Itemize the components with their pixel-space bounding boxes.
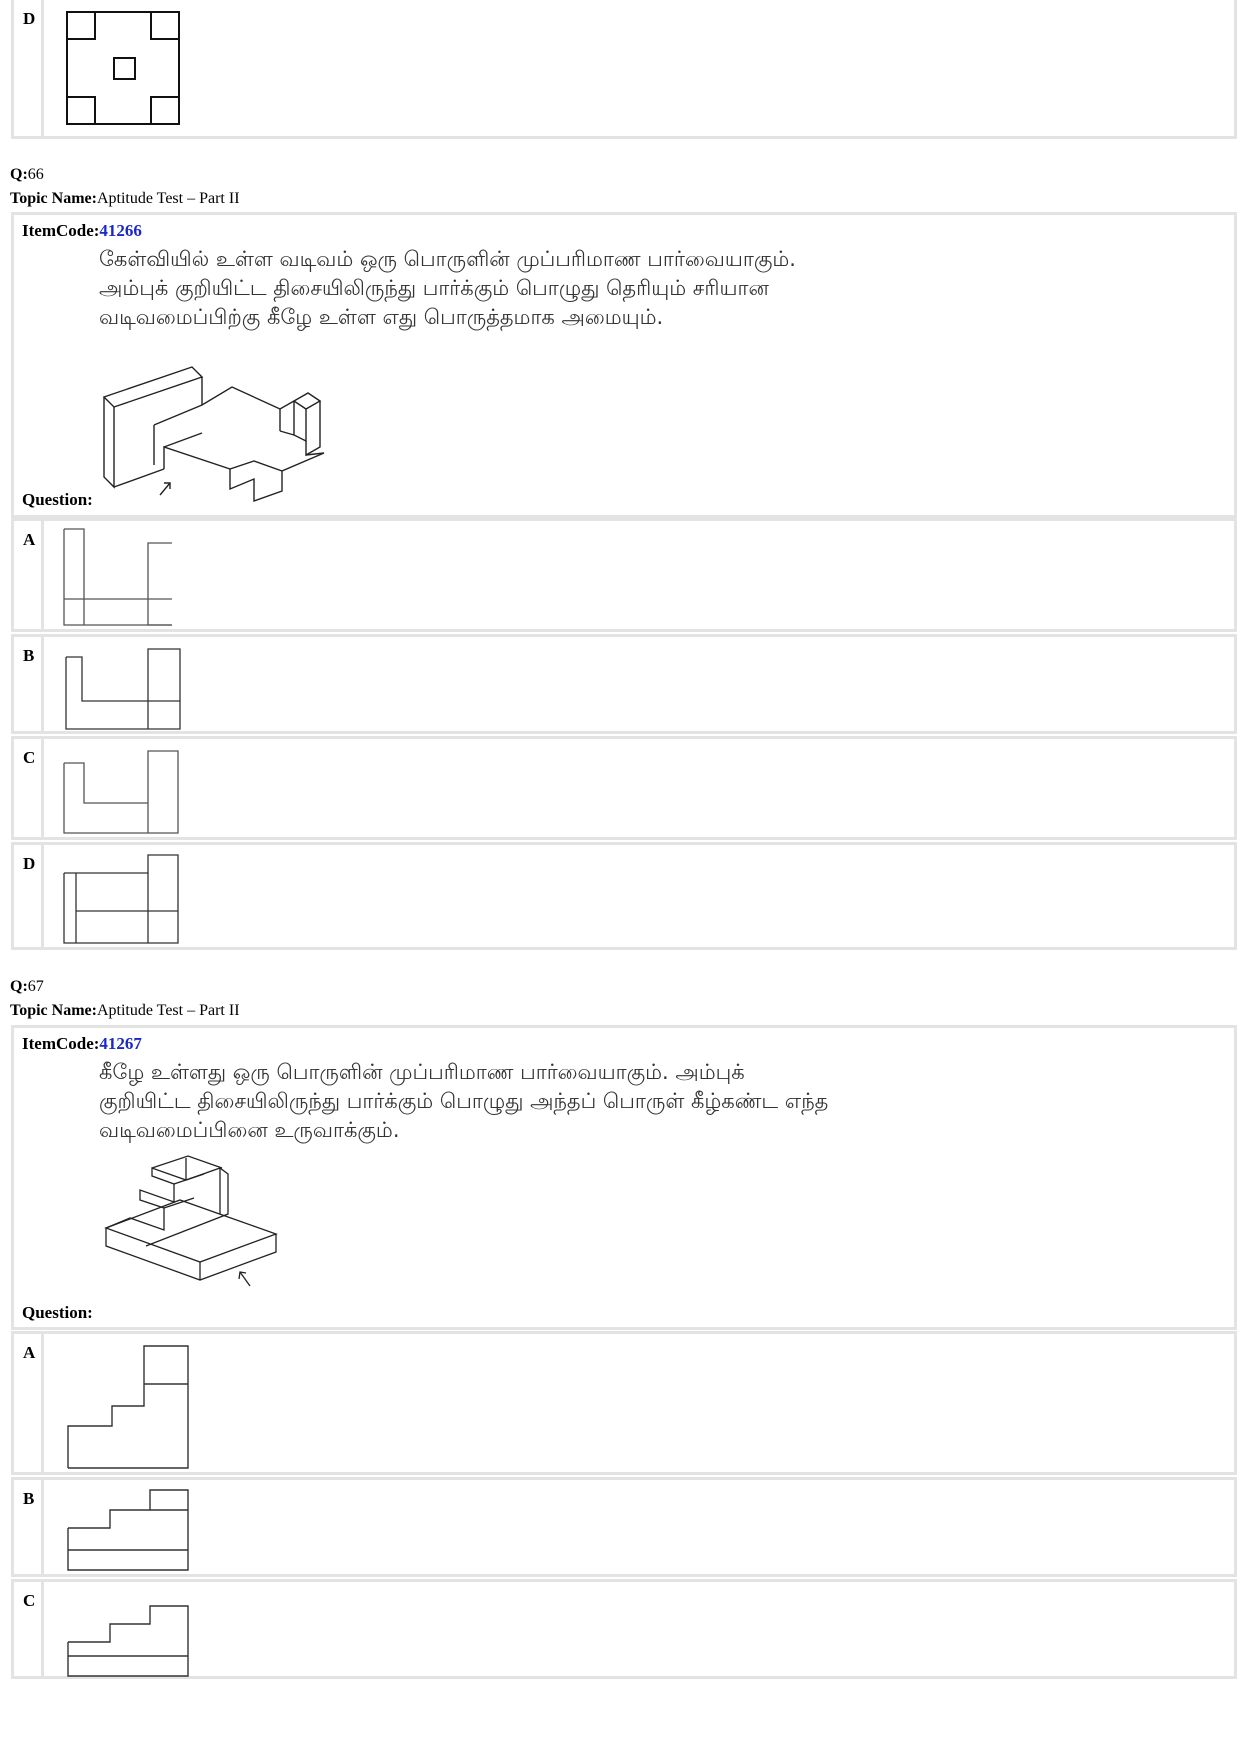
option-figure	[54, 1484, 194, 1576]
question-text: கேள்வியில் உள்ள வடிவம் ஒரு பொருளின் முப்பரிமாண பார்வையாகும். அம்புக் குறியிட்ட திசையிலிருந்து பார்க்கும் பொழுது தெரியும் சரியான வடிவமைப்பிற்கு கீழே உள்ள எது பொருத்தமாக அமையும்.	[99, 247, 796, 329]
option-a[interactable]	[11, 1331, 1237, 1475]
option-figure	[52, 643, 182, 735]
option-figure	[54, 1586, 194, 1678]
option-letter: C	[14, 739, 44, 837]
option-letter: C	[14, 1582, 44, 1676]
option-figure	[54, 1340, 194, 1472]
option-c[interactable]	[11, 736, 1237, 840]
option-b[interactable]	[11, 634, 1237, 734]
option-letter: D	[14, 845, 44, 947]
option-figure	[52, 527, 172, 627]
question-text: கீழே உள்ளது ஒரு பொருளின் முப்பரிமாண பார்வையாகும். அம்புக் குறியிட்ட திசையிலிருந்து பார்க்கும் பொழுது அந்தப் பொருள் கீழ்கண்ட எந்த வடிவமைப்பினை உருவாக்கும்.	[99, 1060, 829, 1142]
isometric-figure	[94, 365, 354, 515]
option-letter: B	[14, 1480, 44, 1574]
topic-name: Topic Name:Aptitude Test – Part II	[10, 190, 240, 207]
isometric-figure	[96, 1146, 316, 1326]
topic-name: Topic Name:Aptitude Test – Part II	[10, 1002, 240, 1019]
question-number: Q:66	[10, 166, 44, 183]
item-code: ItemCode:41267	[22, 1034, 142, 1053]
option-a[interactable]	[11, 518, 1237, 632]
option-d-prev[interactable]	[11, 0, 1237, 139]
option-d[interactable]	[11, 842, 1237, 950]
option-letter: A	[14, 521, 44, 629]
question-panel	[11, 1025, 1237, 1330]
option-figure	[52, 10, 182, 140]
question-label: Question:	[22, 490, 93, 509]
option-letter: D	[14, 0, 44, 136]
option-letter: A	[14, 1334, 44, 1472]
question-panel	[11, 212, 1237, 518]
option-letter: B	[14, 637, 44, 731]
option-b[interactable]	[11, 1477, 1237, 1577]
option-figure	[52, 851, 182, 947]
option-c[interactable]	[11, 1579, 1237, 1679]
option-figure	[52, 743, 182, 839]
question-number: Q:67	[10, 978, 44, 995]
item-code: ItemCode:41266	[22, 221, 142, 240]
question-label: Question:	[22, 1303, 93, 1322]
